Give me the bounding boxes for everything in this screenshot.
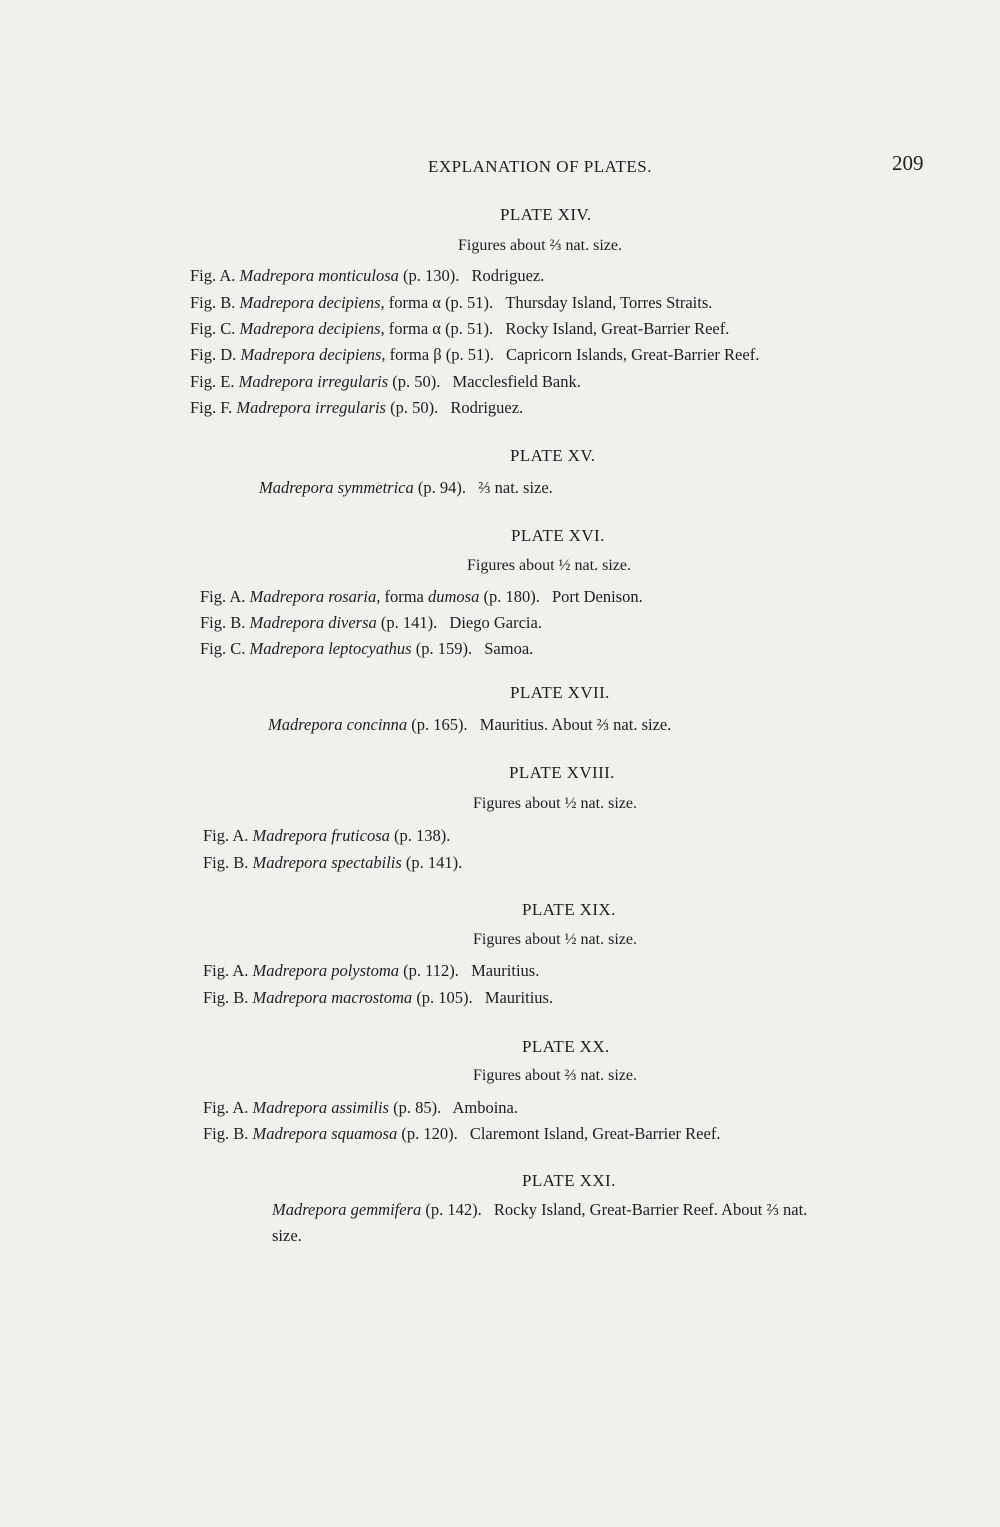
page-ref: (p. 112). (403, 961, 459, 980)
size-note: Figures about ½ nat. size. (473, 795, 637, 812)
page-ref: (p. 51). (445, 293, 494, 312)
page-ref: (p. 50). (390, 398, 439, 417)
fig-label: Fig. E. (190, 372, 235, 391)
page-ref: (p. 50). (392, 372, 441, 391)
species-name: Madrepora polystoma (252, 961, 400, 980)
locality: Claremont Island, Great-Barrier Reef. (469, 1124, 721, 1143)
plate-title: PLATE XIX. (522, 900, 616, 919)
page-number: 209 (892, 151, 924, 175)
page-ref: (p. 141). (405, 853, 463, 872)
forma-qualifier: forma (384, 587, 424, 606)
species-name: Madrepora rosaria, (249, 587, 381, 606)
forma-name: dumosa (427, 587, 480, 606)
size-note: ⅔ nat. size. (478, 478, 553, 497)
plate-title: PLATE XX. (522, 1037, 610, 1056)
species-name: Madrepora concinna (268, 715, 408, 734)
plate-title: PLATE XV. (510, 446, 596, 465)
page-ref: (p. 105). (416, 988, 473, 1007)
species-name: Madrepora symmetrica (259, 478, 414, 497)
locality: Mauritius. (484, 988, 554, 1007)
fig-label: Fig. C. (200, 639, 246, 658)
species-name: Madrepora irregularis (238, 372, 389, 391)
page-ref: (p. 130). (403, 266, 460, 285)
figure-entry (190, 345, 759, 365)
size-note: Figures about ⅔ nat. size. (473, 1067, 637, 1084)
fig-label: Fig. A. (203, 1098, 249, 1117)
plate-title: PLATE XXI. (522, 1171, 616, 1190)
plate-single-entry (272, 1200, 807, 1220)
species-name: Madrepora leptocyathus (249, 639, 412, 658)
locality: Rodriguez. (471, 266, 545, 285)
page-ref: (p. 180). (483, 587, 540, 606)
species-name: Madrepora decipiens, (239, 293, 385, 312)
species-name: Madrepora monticulosa (239, 266, 399, 285)
page-ref: (p. 51). (445, 319, 494, 338)
page-ref: (p. 142). (425, 1200, 482, 1219)
locality: Macclesfield Bank. (452, 372, 581, 391)
page-ref: (p. 138). (394, 826, 451, 845)
fig-label: Fig. F. (190, 398, 233, 417)
plate-single-entry (259, 478, 553, 498)
page-ref: (p. 51). (445, 345, 494, 364)
size-note: Mauritius. About ⅔ nat. size. (479, 715, 672, 734)
plate-title: PLATE XVII. (510, 683, 610, 702)
fig-label: Fig. B. (203, 988, 249, 1007)
size-note: Figures about ⅔ nat. size. (458, 237, 622, 254)
running-head: EXPLANATION OF PLATES. (428, 157, 652, 176)
species-name: Madrepora gemmifera (272, 1200, 422, 1219)
page-ref: (p. 94). (417, 478, 466, 497)
locality: Mauritius. (471, 961, 540, 980)
figure-entry (190, 293, 712, 313)
plate-title: PLATE XVIII. (509, 763, 615, 782)
fig-label: Fig. A. (190, 266, 236, 285)
fig-label: Fig. A. (203, 961, 249, 980)
plate-title: PLATE XVI. (511, 526, 605, 545)
fig-label: Fig. B. (203, 1124, 249, 1143)
figure-entry (200, 639, 533, 659)
figure-entry (200, 587, 643, 607)
page-ref: (p. 165). (411, 715, 468, 734)
species-name: Madrepora decipiens, (240, 345, 386, 364)
page-ref: (p. 141). (380, 613, 438, 632)
figure-entry (203, 826, 450, 846)
locality: Rocky Island, Great-Barrier Reef. (505, 319, 730, 338)
locality: Thursday Island, Torres Straits. (505, 293, 713, 312)
plate-single-entry (268, 715, 671, 735)
figure-entry (200, 613, 542, 633)
fig-label: Fig. B. (203, 853, 249, 872)
species-name: Madrepora diversa (249, 613, 377, 632)
species-name: Madrepora fruticosa (252, 826, 390, 845)
figure-entry (203, 988, 553, 1008)
page-ref: (p. 85). (393, 1098, 442, 1117)
locality: Port Denison. (551, 587, 643, 606)
species-name: Madrepora macrostoma (252, 988, 413, 1007)
species-name: Madrepora decipiens, (239, 319, 385, 338)
page-ref: (p. 120). (401, 1124, 458, 1143)
forma-qualifier: forma α (388, 319, 441, 338)
figure-entry (203, 1124, 720, 1144)
fig-label: Fig. B. (190, 293, 236, 312)
figure-entry (190, 372, 581, 392)
locality: Samoa. (484, 639, 534, 658)
page-ref: (p. 159). (415, 639, 473, 658)
fig-label: Fig. A. (200, 587, 246, 606)
fig-label: Fig. A. (203, 826, 249, 845)
fig-label: Fig. C. (190, 319, 236, 338)
forma-qualifier: forma α (388, 293, 441, 312)
locality: Rodriguez. (450, 398, 524, 417)
size-note-continuation: size. (272, 1226, 302, 1245)
locality: Amboina. (452, 1098, 518, 1117)
species-name: Madrepora squamosa (252, 1124, 398, 1143)
locality: Diego Garcia. (449, 613, 542, 632)
plate-title: PLATE XIV. (500, 205, 592, 224)
forma-qualifier: forma β (389, 345, 442, 364)
figure-entry (190, 398, 523, 418)
fig-label: Fig. D. (190, 345, 237, 364)
species-name: Madrepora assimilis (252, 1098, 389, 1117)
figure-entry (190, 319, 729, 339)
size-note: Figures about ½ nat. size. (473, 931, 637, 948)
figure-entry (190, 266, 544, 286)
fig-label: Fig. B. (200, 613, 246, 632)
species-name: Madrepora spectabilis (252, 853, 402, 872)
figure-entry (203, 961, 539, 981)
size-note: Rocky Island, Great-Barrier Reef. About ⅔ nat. (493, 1200, 808, 1219)
species-name: Madrepora irregularis (236, 398, 386, 417)
size-note: Figures about ½ nat. size. (467, 557, 631, 574)
locality: Capricorn Islands, Great-Barrier Reef. (505, 345, 760, 364)
figure-entry (203, 1098, 518, 1118)
figure-entry (203, 853, 462, 873)
